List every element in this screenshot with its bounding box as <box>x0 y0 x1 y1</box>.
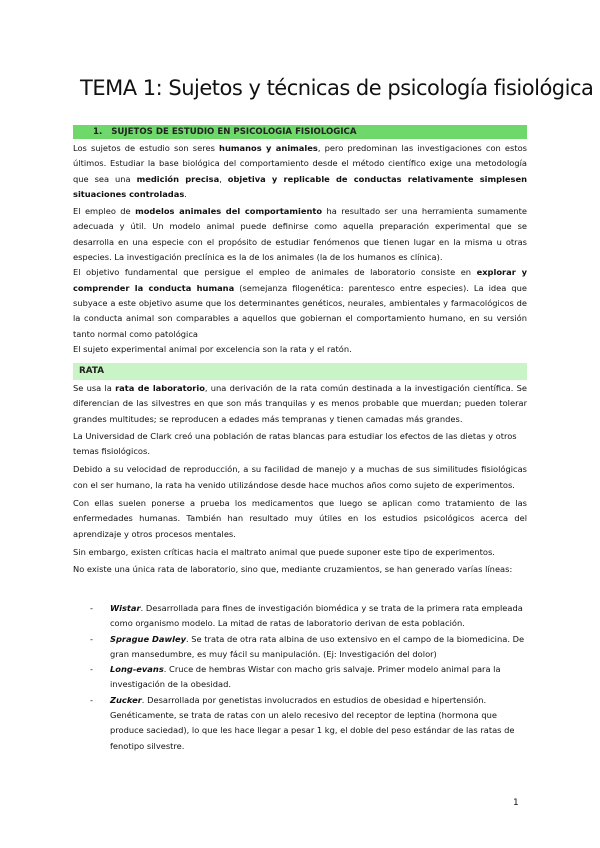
section2-body <box>73 381 527 578</box>
paragraph-reproduccion: Debido a su velocidad de reproducción, a su facilidad de manejo y a muchas de sus similitudes fisiológicas con el ser humano, la rata ha venido utilizándose desde hace muchos años como sujeto de experimentos. <box>73 464 527 490</box>
list-item: - Sprague Dawley. Se trata de otra rata albina de uso extensivo en el campo de la biomedicina. De gran mansedumbre, es muy fácil su manipulación. (Ej: Investigación del dolor) <box>90 633 525 659</box>
paragraph-modelos: El empleo de modelos animales del comportamiento ha resultado ser una herramienta sumamente adecuada y útil. Un modelo animal puede definirse como aquella preparación experimental que se desarrolla en una especie con el propósito de estudiar fenómenos que tienen lugar en la misma u otras especies. La investigación preclínica es la de los animales (la de los humanos es clínica). <box>73 206 527 263</box>
list-item: - Wistar. Desarrollada para fines de investigación biomédica y se trata de la primera rata empleada como organismo modelo. La mitad de ratas de laboratorio derivan de esta población. <box>90 603 523 629</box>
paragraph-rata-laboratorio: Se usa la rata de laboratorio, una derivación de la rata común destinada a la investigación científica. Se diferencian de las silvestres en que son más tranquilas y es menos probable que muerdan; pueden tolerar grandes multitudes; se reproducen a edades más tempranas y tienen camadas más grandes. <box>73 383 527 424</box>
page-number: 1 <box>513 798 519 808</box>
paragraph-objetivo: El objetivo fundamental que persigue el empleo de animales de laboratorio consiste en explorar y comprender la conducta humana (semejanza filogenética: parentesco entre especies). La idea que subyace a este objetivo asume que los determinantes genéticos, neurales, ambientales y farmacológicos de la conducta animal son comparables a aquellos que gobiernan el comportamiento humano, en su versión tanto normal como patológica <box>73 267 528 339</box>
paragraph-sujeto-experimental: El sujeto experimental animal por excelencia son la rata y el ratón. <box>73 343 352 354</box>
paragraph-medicamentos: Con ellas suelen ponerse a prueba los medicamentos que luego se aplican como tratamiento de las enfermedades humanas. También han resultado muy útiles en los estudios psicológicos acerca del aprendizaje y otros procesos mentales. <box>73 498 527 539</box>
section-title: SUJETOS DE ESTUDIO EN PSICOLOGIA FISIOLOGICA <box>111 127 357 137</box>
section-heading-rata: RATA <box>73 363 527 380</box>
section-number: 1. <box>93 127 103 137</box>
paragraph-criticas: Sin embargo, existen críticas hacia el maltrato animal que puede suponer este tipo de experimentos. <box>73 546 495 557</box>
section1-body <box>73 141 527 357</box>
paragraph-sujetos: Los sujetos de estudio son seres humanos y animales, pero predominan las investigaciones con estos últimos. Estudiar la base biológica del comportamiento desde el método científico exige una metodología que sea una medición precisa, objetiva y replicable de conductas relativamente simplesen situaciones controladas. <box>73 143 528 199</box>
list-item: - Zucker. Desarrollada por genetistas involucrados en estudios de obesidad e hipertensión. Genéticamente, se trata de ratas con un alelo recesivo del receptor de leptina (hormona que produce saciedad), lo que les hace llegar a pesar 1 kg, el doble del peso estándar de las ratas de fenotipo silvestre. <box>90 694 515 751</box>
page-title: TEMA 1: Sujetos y técnicas de psicología fisiológica <box>80 76 594 100</box>
paragraph-clark: La Universidad de Clark creó una población de ratas blancas para estudiar los efectos de las dietas y otros temas fisiológicos. <box>73 430 517 457</box>
list-item: - Long-evans. Cruce de hembras Wistar con macho gris salvaje. Primer modelo animal para la investigación de la obesidad. <box>90 664 501 690</box>
paragraph-lineas: No existe una única rata de laboratorio, sino que, mediante cruzamientos, se han generado varías líneas: <box>73 564 513 575</box>
rat-strains-list <box>73 601 527 754</box>
section-heading-sujetos <box>73 125 527 139</box>
